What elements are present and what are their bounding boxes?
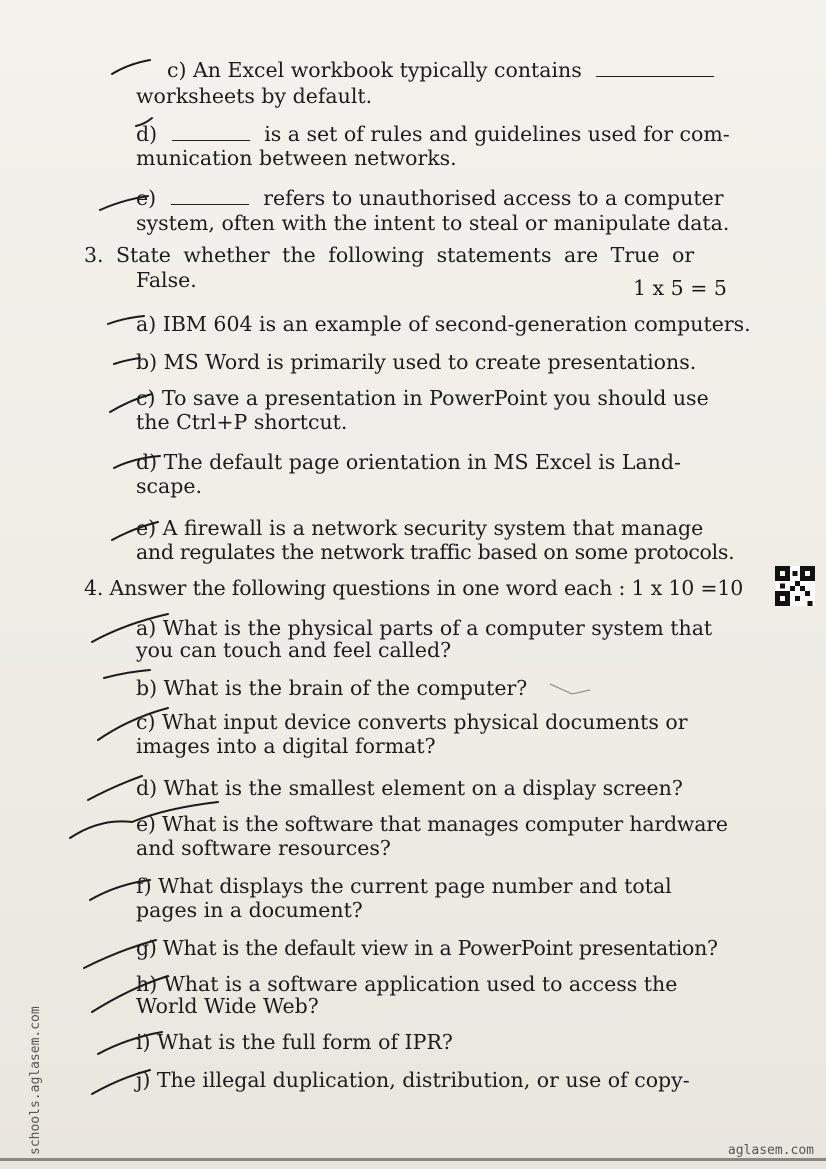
q4-item-h-line2: World Wide Web? xyxy=(136,994,319,1018)
tick-mark xyxy=(112,60,150,74)
q4-item-c-line1: c) What input device converts physical documents or xyxy=(136,710,688,734)
blank-c-line1: c) An Excel workbook typically contains xyxy=(167,58,714,82)
q3-item-a: a) IBM 604 is an example of second-generation computers. xyxy=(136,312,751,336)
q4-item-a-line1: a) What is the physical parts of a computer system that xyxy=(136,616,713,640)
q3-item-c-line2: the Ctrl+P shortcut. xyxy=(136,410,348,434)
q3-marks: 1 x 5 = 5 xyxy=(633,276,727,300)
q3-heading-line1: State whether the following statements are True or xyxy=(116,243,695,267)
q4-item-i: i) What is the full form of IPR? xyxy=(136,1030,453,1054)
q4-item-f-line2: pages in a document? xyxy=(136,898,363,922)
stray-mark xyxy=(550,684,590,694)
q4-item-e-line1: e) What is the software that manages computer hardware xyxy=(136,812,728,836)
q3-item-d-line2: scape. xyxy=(136,474,202,498)
bottom-edge-shadow xyxy=(0,1158,826,1161)
q4-item-j: j) The illegal duplication, distribution, or use of copy- xyxy=(136,1068,690,1092)
q4-item-b: b) What is the brain of the computer? xyxy=(136,676,528,700)
q4-heading: 4. Answer the following questions in one word each : 1 x 10 =10 xyxy=(84,576,744,600)
answer-blank xyxy=(172,124,250,141)
answer-blank xyxy=(596,60,714,77)
blank-e-line2: system, often with the intent to steal or manipulate data. xyxy=(136,211,730,235)
q4-item-g: g) What is the default view in a PowerPoint presentation? xyxy=(136,936,718,960)
q3-item-c-line1: c) To save a presentation in PowerPoint you should use xyxy=(136,386,709,410)
blank-c-line2: worksheets by default. xyxy=(136,84,373,108)
answer-blank xyxy=(171,188,249,205)
side-watermark: schools.aglasem.com xyxy=(28,1006,43,1155)
qr-code-icon xyxy=(775,566,815,606)
q3-item-d-line1: d) The default page orientation in MS Excel is Land- xyxy=(136,450,681,474)
blank-d-line1: d) is a set of rules and guidelines used for com- xyxy=(136,122,730,146)
q4-item-e-line2: and software resources? xyxy=(136,836,391,860)
tick-mark xyxy=(88,776,142,800)
q4-item-h-line1: h) What is a software application used to access the xyxy=(136,972,678,996)
q3-item-e-line1: e) A firewall is a network security system that manage xyxy=(136,516,704,540)
q3-item-b: b) MS Word is primarily used to create presentations. xyxy=(136,350,697,374)
q3-heading-line2: False. xyxy=(136,268,197,292)
q4-item-c-line2: images into a digital format? xyxy=(136,734,436,758)
q4-item-f-line1: f) What displays the current page number and total xyxy=(136,874,672,898)
blank-e-line1: e) refers to unauthorised access to a computer xyxy=(136,186,724,210)
corner-watermark: aglasem.com xyxy=(727,1143,814,1158)
blank-d-line2: munication between networks. xyxy=(136,146,457,170)
q3-item-e-line2: and regulates the network traffic based on some protocols. xyxy=(136,540,735,564)
q3-number: 3. xyxy=(84,243,104,267)
q4-item-d: d) What is the smallest element on a display screen? xyxy=(136,776,683,800)
q4-item-a-line2: you can touch and feel called? xyxy=(136,638,452,662)
